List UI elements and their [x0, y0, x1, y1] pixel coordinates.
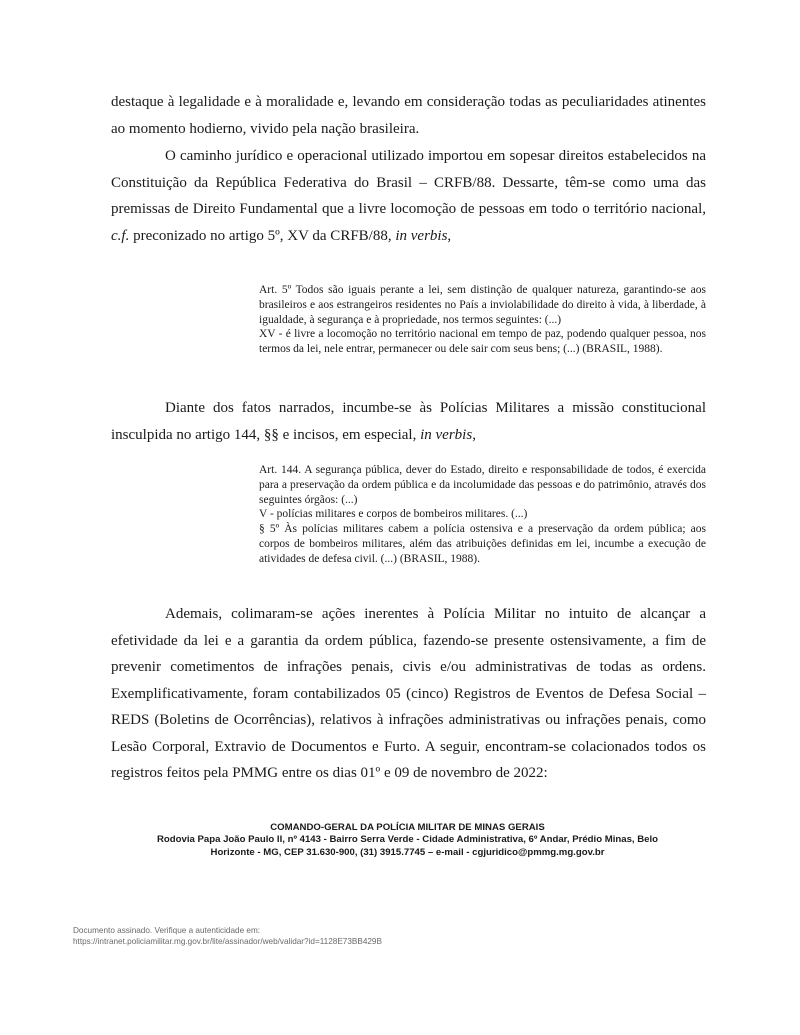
paragraph-3: [111, 395, 706, 448]
citation-art-5-caput: Art. 5º Todos são iguais perante a lei, sem distinção de qualquer natureza, garantindo-se aos brasileiros e aos estrangeiros residentes no País a inviolabilidade do direito à vida, à liberdade, à igualdade, à segurança e à propriedade, nos termos seguintes: (...): [259, 284, 706, 326]
paragraph-3-text: Diante dos fatos narrados, incumbe-se às Polícias Militares a missão constitucional insculpida no artigo 144, §§ e incisos, em especial,: [111, 400, 706, 443]
cf-abbreviation: c.f.: [111, 227, 130, 244]
in-verbis-1: in verbis: [395, 227, 448, 244]
paragraph-3-end: ,: [472, 426, 476, 443]
signature-notice: Documento assinado. Verifique a autenticidade em:: [73, 926, 261, 935]
footer-address-line-2: Horizonte - MG, CEP 31.630-900, (31) 3915.7745 – e-mail - cgjuridico@pmmg.mg.gov.br: [210, 846, 605, 858]
paragraph-2: [111, 143, 706, 249]
signature-verification: [73, 926, 382, 948]
citation-art-144-caput: Art. 144. A segurança pública, dever do Estado, direito e responsabilidade de todos, é exercida para a preservação da ordem pública e da incolumidade das pessoas e do patrimônio, através dos seguintes órgãos: (...): [259, 464, 706, 506]
citation-art-5-xv: XV - é livre a locomoção no território nacional em tempo de paz, podendo qualquer pessoa, nos termos da lei, nele entrar, permanecer ou dele sair com seus bens; (...) (BRASIL, 1988).: [259, 328, 706, 356]
in-verbis-2: in verbis: [420, 426, 473, 443]
footer-address-line-1: Rodovia Papa João Paulo II, nº 4143 - Bairro Serra Verde - Cidade Administrativa, 6º Andar, Prédio Minas, Belo: [156, 834, 659, 846]
paragraph-2-mid: preconizado no artigo 5º, XV da CRFB/88,: [133, 227, 392, 244]
paragraph-1: [111, 89, 706, 142]
citation-art-144-par5: § 5º Às polícias militares cabem a polícia ostensiva e a preservação da ordem pública; aos corpos de bombeiros militares, além das atribuições definidas em lei, incumbe a execução de atividades de defesa civil. (...) (BRASIL, 1988).: [259, 523, 706, 565]
paragraph-1-text: destaque à legalidade e à moralidade e, levando em consideração todas as peculiaridades atinentes ao momento hodierno, vivido pela nação brasileira.: [111, 94, 706, 137]
paragraph-4: [111, 601, 706, 787]
citation-art-5: [259, 283, 706, 357]
paragraph-2-end: ,: [447, 227, 452, 244]
paragraph-2-text: O caminho jurídico e operacional utilizado importou em sopesar direitos estabelecidos na Constituição da República Federativa do Brasil – CRFB/88. Dessarte, têm-se como uma das premissas de Direito Fundamental que a livre locomoção de pessoas em todo o território nacional,: [111, 148, 706, 217]
paragraph-4-text: Ademais, colimaram-se ações inerentes à Polícia Militar no intuito de alcançar a efetividade da lei e a garantia da ordem pública, fazendo-se presente ostensivamente, a fim de prevenir cometimentos de infrações penais, civis e/ou administrativas de todas as ordens. Exemplificativamente, foram contabilizados 05 (cinco) Registros de Eventos de Defesa Social – REDS (Boletins de Ocorrências), relativos à infrações administrativas ou infrações penais, como Lesão Corporal, Extravio de Documentos e Furto. A seguir, encontram-se colacionados todos os registros feitos pela PMMG entre os dias 01º e 09 de novembro de 2022:: [111, 606, 706, 781]
signature-validation-url[interactable]: https://intranet.policiamilitar.mg.gov.br/lite/assinador/web/validar?id=1128E73BB429B: [73, 936, 382, 946]
footer-title: COMANDO-GERAL DA POLÍCIA MILITAR DE MINAS GERAIS: [270, 822, 545, 833]
citation-art-144-v: V - polícias militares e corpos de bombeiros militares. (...): [259, 508, 528, 521]
institutional-footer: [100, 822, 715, 859]
citation-art-144: [259, 463, 706, 567]
